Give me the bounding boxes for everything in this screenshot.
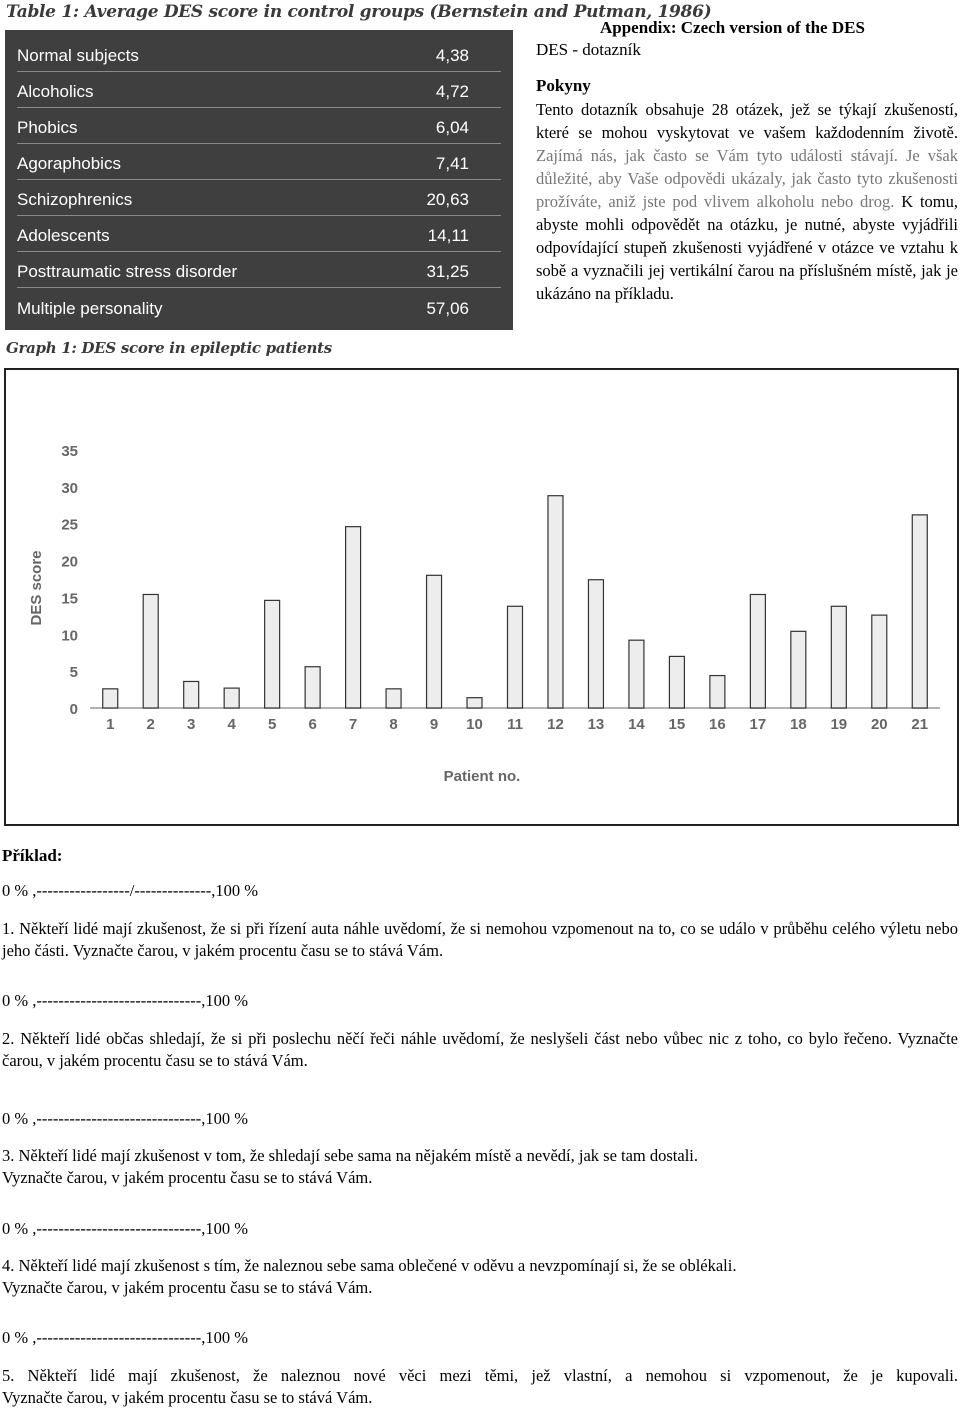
row-value: 4,38 [435,46,469,65]
table-row [17,72,501,108]
table-row [17,144,501,180]
bar [831,606,846,708]
question-3 [2,1145,958,1189]
row-value: 7,41 [435,154,469,173]
question-4-line-1: 4. Někteří lidé mají zkušenost s tím, že naleznou sebe sama oblečené v oděvu a nevzpomínají si, že se oblékali. [2,1256,737,1275]
y-tick-label: 0 [69,701,78,718]
y-tick-label: 25 [61,516,78,534]
row-label: Phobics [17,118,78,137]
x-tick-label: 10 [466,716,483,733]
x-tick-label: 12 [547,716,564,733]
y-axis-label: DES score [28,550,45,626]
table-row [17,108,501,144]
table-row [17,252,501,288]
row-label: Multiple personality [17,299,163,318]
bar [346,527,361,708]
bar [791,631,806,708]
y-tick-label: 5 [69,664,78,682]
table-caption: Table 1: Average DES score in control groups (Bernstein and Putman, 1986) [6,2,712,22]
question-3-line-1: 3. Někteří lidé mají zkušenost v tom, že shledají sebe sama na nějakém místě a nevědí, jak se tam dostali. [2,1146,699,1165]
x-tick-label: 5 [267,716,277,733]
x-tick-label: 21 [911,716,929,733]
question-4 [2,1255,958,1299]
example-heading: Příklad: [2,846,63,865]
bar [508,606,523,708]
bar [912,515,927,708]
table-row [17,216,501,252]
question-5-line-1: 5. Někteří lidé mají zkušenost, že naleznou nové věci mezi těmi, jež vlastní, a nemohou si vzpomenout, že je kupovali. [2,1366,958,1385]
row-label: Schizophrenics [17,190,133,209]
x-tick-label: 7 [348,716,358,733]
bar [305,667,320,708]
x-tick-label: 18 [789,716,807,733]
y-tick-label: 10 [61,627,78,645]
question-5-line-2: Vyznačte čarou, v jakém procentu času se to stává Vám. [2,1388,373,1407]
des-control-groups-table [5,30,513,330]
questionnaire-title: DES - dotazník [536,40,641,59]
bar [103,689,118,708]
x-tick-label: 6 [308,716,317,733]
table-row [17,180,501,216]
x-tick-label: 8 [389,716,398,733]
y-tick-label: 20 [61,553,78,571]
question-3-line-2: Vyznačte čarou, v jakém procentu času se to stává Vám. [2,1168,373,1187]
answer-scale-4[interactable]: 0 % ,------------------------------,100 % [2,1328,248,1347]
instructions-part-c: K tomu, abyste mohli odpovědět na otázku, je nutné, abyste vyjádřili odpovídající stupeň zkušenosti vyjádřené v otázce ve vztahu k sobě a vyznačili jej vertikální čarou na příslušném místě, jak je ukázáno na příkladu. [536,192,958,303]
row-label: Alcoholics [17,82,94,101]
x-tick-label: 19 [830,716,848,733]
x-axis-label: Patient no. [443,768,521,785]
question-4-line-2: Vyznačte čarou, v jakém procentu času se to stává Vám. [2,1278,373,1297]
bar [548,496,563,708]
bar [669,656,684,708]
row-value: 6,04 [435,118,469,137]
x-tick-label: 14 [628,716,645,733]
row-value: 4,72 [435,82,469,101]
instructions-part-b: Zajímá nás, jak často se Vám tyto události stávají. Je však důležité, aby Vaše odpovědi ukázaly, jak často tyto zkušenosti prožíváte, aniž jste pod vlivem alkoholu nebo drog. [536,146,958,211]
answer-scale-1[interactable]: 0 % ,------------------------------,100 % [2,991,248,1010]
x-tick-label: 16 [709,716,726,733]
row-value: 31,25 [426,262,469,281]
row-label: Posttraumatic stress disorder [17,262,238,281]
row-label: Adolescents [17,226,110,245]
chart-svg [6,370,957,824]
instructions-part-a: Tento dotazník obsahuje 28 otázek, jež se týkají zkušeností, které se mohou vyskytovat ve vašem každodenním životě. [536,100,958,142]
x-tick-label: 17 [749,716,767,733]
row-label: Normal subjects [17,46,139,65]
bar [872,615,887,708]
y-tick-label: 35 [61,443,78,460]
table-row [17,36,501,72]
bar [265,600,280,708]
table-row [17,288,501,324]
question-2: 2. Někteří lidé občas shledají, že si při poslechu něčí řeči náhle uvědomí, že neslyšeli část nebo vůbec nic z toho, co bylo řečeno. Vyznačte čarou, v jakém procentu času se to stává Vám. [2,1029,958,1070]
y-tick-label: 30 [61,479,78,497]
bar [427,575,442,708]
appendix-title: Appendix: Czech version of the DES [600,18,865,37]
x-tick-label: 20 [870,716,888,733]
bar [184,681,199,708]
example-scale: 0 % ,-----------------/--------------,100 % [2,881,259,900]
bar [710,676,725,708]
x-tick-label: 9 [429,716,439,733]
answer-scale-3[interactable]: 0 % ,------------------------------,100 % [2,1219,248,1238]
x-tick-label: 1 [106,716,115,733]
question-5 [2,1365,958,1409]
bar [750,594,765,708]
bar [143,594,158,708]
answer-scale-2[interactable]: 0 % ,------------------------------,100 % [2,1109,248,1128]
x-tick-label: 3 [187,716,196,733]
y-tick-label: 15 [61,590,78,608]
des-epileptic-chart [4,368,959,826]
row-value: 57,06 [426,299,469,318]
x-tick-label: 11 [507,716,523,733]
row-label: Agoraphobics [17,154,121,173]
graph-caption: Graph 1: DES score in epileptic patients [6,339,332,357]
x-tick-label: 15 [668,716,686,733]
bar [467,698,482,708]
x-tick-label: 4 [227,716,236,733]
bar [588,580,603,708]
instructions-text [536,98,958,305]
x-tick-label: 13 [587,716,605,733]
bar [386,689,401,708]
row-value: 14,11 [427,226,469,245]
instructions-heading: Pokyny [536,76,591,95]
bar [629,640,644,708]
question-1: 1. Někteří lidé mají zkušenost, že si při řízení auta náhle uvědomí, že si nemohou vzpomenout na to, co se událo v průběhu celého výletu nebo jeho části. Vyznačte čarou, v jakém procentu času se to stává Vám. [2,919,958,960]
bar [224,688,239,708]
x-tick-label: 2 [146,716,155,733]
row-value: 20,63 [426,190,469,209]
